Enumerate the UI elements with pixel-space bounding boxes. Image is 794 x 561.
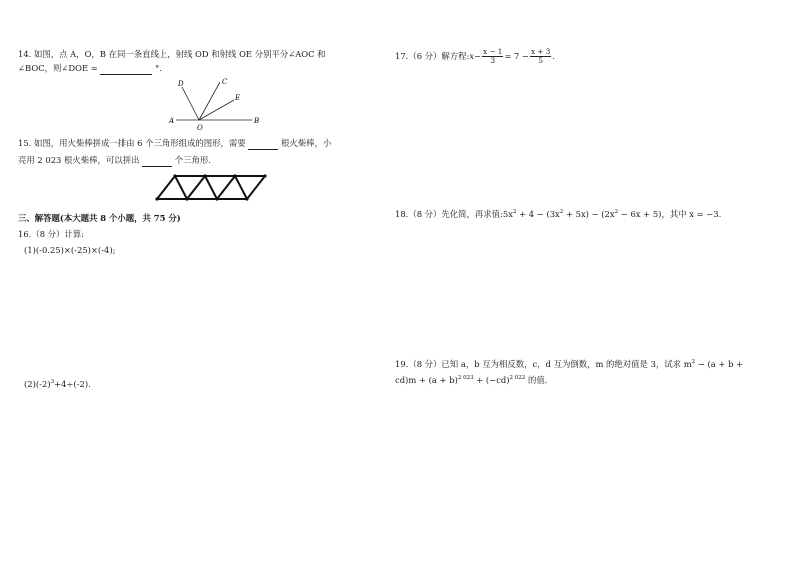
q18-exp-2: 2 [559,209,564,215]
q18-c: + 5x) − (2x [563,208,615,219]
q19-l1-b: − (a + b + [695,358,744,369]
q17-fraction-1 [482,48,503,65]
q14-answer-blank[interactable] [100,65,152,75]
q15-text-4: 个三角形. [174,155,211,165]
zigzag-sticks [157,176,265,199]
q17-minus: − [474,51,482,61]
q18-exp-3: 2 [614,209,619,215]
q17-head: 17.（6 分）解方程: [395,51,470,61]
question-16-heading: 16.（8 分）计算: [18,229,85,239]
q14-text-post: °. [155,63,162,73]
q19-l2-b: + (−cd) [473,374,510,385]
q18-exp-1: 2 [512,209,517,215]
q19-l1-a: 19.（8 分）已知 a，b 互为相反数，c，d 互为倒数，m 的绝对值是 3，试求 m [395,358,692,369]
question-14-line-2 [18,62,162,75]
label-a: A [169,117,175,125]
label-b: B [254,117,260,125]
question-15-line-2 [18,154,211,167]
question-16-part-2 [24,376,91,391]
q15-text-3: 亮用 2 023 根火柴棒，可以拼出 [18,155,140,165]
q17-fraction-2 [530,48,551,65]
label-e: E [235,94,241,102]
q19-l2-exp-1: 2 023 [457,375,474,381]
q16-p2-a: (2)(-2) [24,378,51,389]
q19-l2-c: 的值. [525,374,548,385]
question-19-line-1 [395,356,743,371]
section-3-heading: 三、解答题(本大题共 8 个小题，共 75 分) [18,213,181,223]
q17-eq: = 7 − [504,51,530,61]
q19-l2-exp-2: 2 022 [509,375,526,381]
q18-b: + 4 − (3x [516,208,560,219]
ray-od [182,87,199,120]
question-17 [395,48,555,65]
q17-frac2-numerator: x + 3 [531,47,551,56]
q16-p2-b: +4÷(-2). [54,378,91,389]
question-18 [395,206,721,221]
q16-p2-exp: 3 [50,379,55,385]
question-14-line-1: 14. 如图，点 A，O，B 在同一条直线上，射线 OD 和射线 OE 分别平分∠AOC 和 [18,49,326,59]
question-15-line-1 [18,137,331,150]
q15-answer-blank-1[interactable] [248,140,278,150]
label-d: D [178,80,184,88]
q14-text-pre: ∠BOC，则∠DOE = [18,63,98,73]
q17-frac2-denominator: 5 [538,56,543,65]
label-o: O [197,124,203,132]
q17-frac1-numerator: x − 1 [483,47,503,56]
q19-l2-a: cd)m + (a + b) [395,374,458,385]
q17-frac1-denominator: 3 [490,56,496,65]
q15-text-1: 15. 如图，用火柴棒拼成一排由 6 个三角形组成的图形，需要 [18,138,246,148]
angle-figure [168,78,278,134]
q19-l1-exp: 2 [691,359,696,365]
matchstick-triangles-figure [152,173,276,203]
q18-d: − 6x + 5)，其中 x = −3. [618,208,722,219]
label-c: C [222,78,228,86]
q17-end: . [552,51,555,61]
question-19-line-2 [395,372,547,387]
question-16-part-1: (1)(-0.25)×(-25)×(-4); [24,245,116,255]
q15-text-2: 根火柴棒，小 [280,138,332,148]
q15-answer-blank-2[interactable] [142,157,172,167]
q17-x: x [469,51,475,61]
q18-a: 18.（8 分）先化简，再求值:5x [395,208,513,219]
